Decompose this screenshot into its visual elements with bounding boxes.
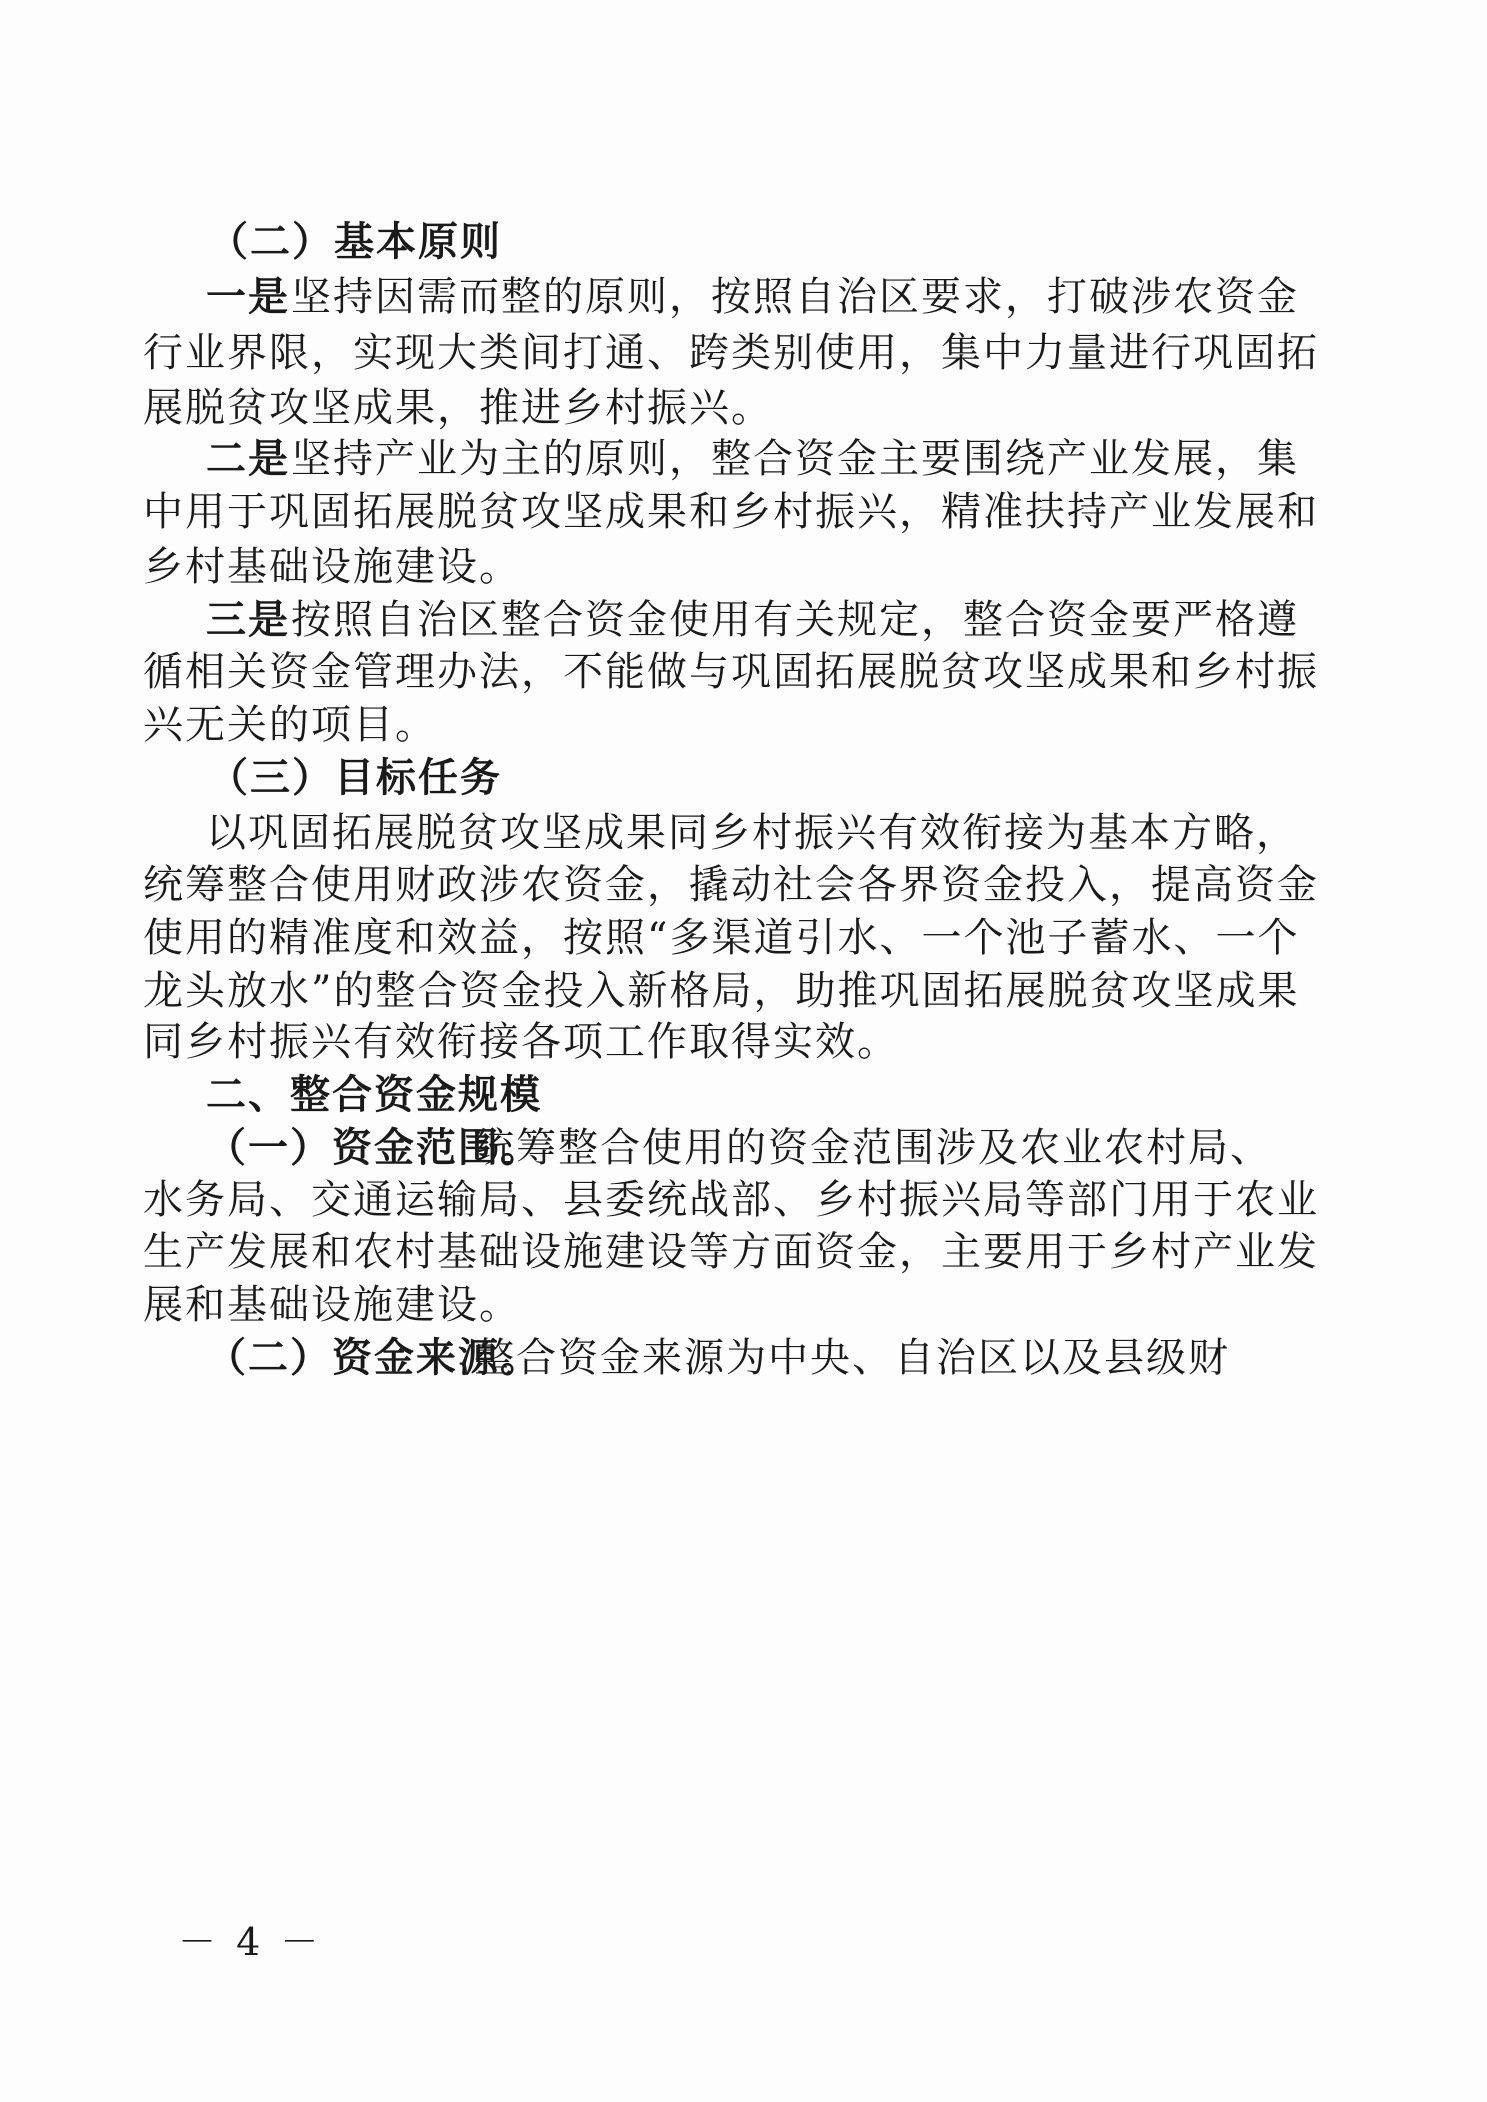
paragraph-text: 乡村基础设施建设。: [143, 544, 521, 590]
paragraph-text: 按照自治区整合资金使用有关规定，整合资金要严格遵: [291, 597, 1299, 643]
paragraph-text: 使用的精准度和效益，按照“多渠道引水、一个池子蓄水、一个: [143, 915, 1300, 961]
paragraph-text: 统筹整合使用的资金范围涉及农业农村局、: [474, 1125, 1272, 1171]
paragraph-text: 行业界限，实现大类间打通、跨类别使用，集中力量进行巩固拓: [143, 330, 1319, 376]
paragraph-text: 中用于巩固拓展脱贫攻坚成果和乡村振兴，精准扶持产业发展和: [143, 489, 1319, 535]
subheading-label: （一）资金范围。: [206, 1124, 542, 1171]
paragraph-text: 兴无关的项目。: [143, 702, 437, 748]
subheading-label: （二）资金来源。: [206, 1334, 542, 1381]
page-number: － 4 －: [178, 1920, 323, 1964]
heading-text: （二）基本原则: [208, 218, 502, 265]
heading-text: 二、整合资金规模: [206, 1071, 542, 1118]
paragraph-text: 统筹整合使用财政涉农资金，撬动社会各界资金投入，提高资金: [143, 862, 1319, 908]
paragraph-text: 同乡村振兴有效衔接各项工作取得实效。: [143, 1019, 899, 1065]
paragraph-text: 坚持因需而整的原则，按照自治区要求，打破涉农资金: [291, 274, 1299, 320]
paragraph-text: 展和基础设施建设。: [143, 1282, 521, 1328]
heading-text: （三）目标任务: [208, 754, 502, 801]
ordinal-label: 三是: [206, 596, 290, 643]
paragraph-text: 循相关资金管理办法，不能做与巩固拓展脱贫攻坚成果和乡村振: [143, 649, 1319, 695]
paragraph-text: 展脱贫攻坚成果，推进乡村振兴。: [143, 385, 773, 431]
paragraph-line: [0, 1323, 1487, 1393]
paragraph-text: 以巩固拓展脱贫攻坚成果同乡村振兴有效衔接为基本方略，: [206, 810, 1298, 856]
ordinal-label: 二是: [206, 435, 290, 482]
paragraph-text: 坚持产业为主的原则，整合资金主要围绕产业发展，集: [291, 436, 1299, 482]
paragraph-text: 龙头放水”的整合资金投入新格局，助推巩固拓展脱贫攻坚成果: [143, 968, 1300, 1014]
ordinal-label: 一是: [206, 273, 290, 320]
paragraph-text: 水务局、交通运输局、县委统战部、乡村振兴局等部门用于农业: [143, 1177, 1319, 1223]
paragraph-text: 生产发展和农村基础设施建设等方面资金，主要用于乡村产业发: [143, 1229, 1319, 1275]
paragraph-text: 整合资金来源为中央、自治区以及县级财: [474, 1335, 1230, 1381]
